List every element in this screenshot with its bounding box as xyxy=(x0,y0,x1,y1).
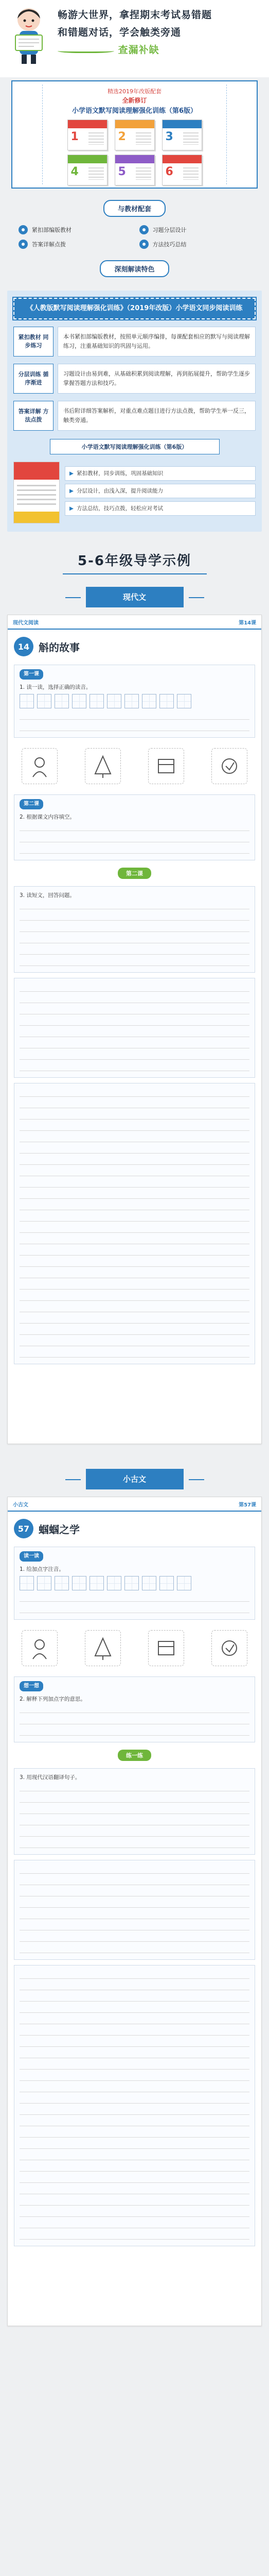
writing-box xyxy=(37,1576,51,1590)
illustration-row xyxy=(8,743,261,789)
answer-line xyxy=(20,1604,249,1613)
answer-line xyxy=(20,2015,249,2024)
step-tag-1: 读一读 xyxy=(20,1551,43,1562)
answer-line xyxy=(20,1865,249,1874)
books-title: 小学语文默写阅读理解强化训练（第6版） xyxy=(71,107,198,115)
sample-head-left: 小古文 xyxy=(13,1502,28,1508)
answer-line xyxy=(20,1592,249,1602)
answer-line xyxy=(20,1348,249,1358)
answer-line xyxy=(20,934,249,943)
step-block-3 xyxy=(14,1768,255,1855)
tagline-highlight: 查漏补缺 xyxy=(118,44,159,56)
answer-line xyxy=(20,1016,249,1026)
illustration-image xyxy=(22,748,58,784)
book-band xyxy=(163,120,202,128)
answer-line xyxy=(20,1970,249,1979)
step-tag-2: 想一想 xyxy=(20,1681,43,1691)
book-cover xyxy=(162,155,202,185)
answer-line xyxy=(20,1805,249,1814)
tagline-line-2-text: 和错题对话，学会触类旁通 xyxy=(58,27,182,38)
book-band xyxy=(68,155,107,163)
answer-line xyxy=(20,1190,249,1199)
writing-box xyxy=(20,1576,34,1590)
divider xyxy=(8,1750,261,1761)
book-title-lines xyxy=(136,167,151,180)
book-benefit-list xyxy=(65,466,256,519)
feature-item xyxy=(139,225,251,234)
section-category-heading: 现代文 xyxy=(86,587,184,607)
answer-line xyxy=(20,1933,249,1942)
writing-box xyxy=(107,694,121,708)
sample-section xyxy=(0,587,269,1456)
feature-item xyxy=(139,240,251,249)
tagline-line-3 xyxy=(58,41,262,59)
step-block-4 xyxy=(14,1860,255,1960)
writing-box xyxy=(72,1576,86,1590)
writing-box xyxy=(37,694,51,708)
answer-line xyxy=(20,2060,249,2070)
sample-page-header xyxy=(8,1497,261,1512)
lesson-number: 14 xyxy=(14,637,33,656)
book-title-lines xyxy=(183,167,199,180)
answer-line xyxy=(20,1887,249,1896)
step-block-4 xyxy=(14,978,255,1078)
writing-grid xyxy=(20,1576,249,1590)
answer-line xyxy=(20,2117,249,2126)
books-inner xyxy=(42,84,227,184)
answer-line xyxy=(20,1326,249,1335)
sample-page xyxy=(7,1497,262,2326)
answer-line xyxy=(20,1144,249,1154)
illustration-image xyxy=(148,748,184,784)
book-title-lines xyxy=(88,167,104,180)
illustration-image xyxy=(211,748,247,784)
answer-line xyxy=(20,1110,249,1120)
explain-rows xyxy=(13,327,256,431)
feature-item xyxy=(19,240,130,249)
answer-line xyxy=(20,1156,249,1165)
illustration-row xyxy=(8,1625,261,1671)
answer-line xyxy=(20,1992,249,2002)
sample-section xyxy=(0,1469,269,2338)
answer-line xyxy=(20,833,249,842)
answer-line xyxy=(20,2004,249,2013)
book-cover xyxy=(115,120,155,150)
explain-row-label: 分层训练 循序渐进 xyxy=(13,364,53,394)
answer-line xyxy=(20,994,249,1003)
answer-line xyxy=(20,1782,249,1791)
feature-label: 答案详解点拨 xyxy=(32,241,66,248)
answer-line xyxy=(20,2196,249,2206)
answer-line xyxy=(20,957,249,966)
question-1-text: 1. 给加点字注音。 xyxy=(20,1566,64,1572)
answer-line xyxy=(20,1827,249,1837)
answer-line xyxy=(20,2049,249,2058)
sample-head-right: 第57课 xyxy=(239,1502,256,1508)
lesson-name: 蝈蝈之学 xyxy=(39,1523,80,1536)
answer-line xyxy=(20,1246,249,1256)
answer-line xyxy=(20,1005,249,1014)
divider-label: 第二课 xyxy=(118,868,151,879)
answer-line xyxy=(20,1303,249,1312)
books-showcase xyxy=(11,80,258,189)
illustration-image xyxy=(22,1630,58,1666)
illustration-image xyxy=(85,1630,121,1666)
answer-line xyxy=(20,2230,249,2240)
section-spacer xyxy=(0,1444,269,1456)
writing-box xyxy=(55,694,69,708)
writing-box xyxy=(124,1576,139,1590)
answer-line xyxy=(20,1258,249,1267)
bullet-icon xyxy=(139,240,149,249)
mascot-illustration xyxy=(8,4,49,66)
answer-line xyxy=(20,2094,249,2104)
explain-row xyxy=(13,327,256,357)
answer-line xyxy=(20,2072,249,2081)
answer-line xyxy=(20,722,249,731)
answer-line xyxy=(20,1269,249,1278)
answer-line xyxy=(20,1099,249,1108)
book-grade-number: 3 xyxy=(165,130,173,143)
tagline-line-2 xyxy=(58,24,262,41)
benefit-text: 方法总结，技巧点拨，轻松应对考试 xyxy=(77,505,164,512)
answer-line xyxy=(20,945,249,955)
answer-line xyxy=(20,2162,249,2172)
answer-line xyxy=(20,1816,249,1825)
answer-line xyxy=(20,1944,249,1953)
header-banner xyxy=(0,0,269,77)
features-heading-wrap xyxy=(0,200,269,217)
lesson-number: 57 xyxy=(14,1519,33,1538)
answer-line xyxy=(20,1314,249,1324)
arrow-right-icon: ▶ xyxy=(69,505,74,512)
question-3-text: 3. 读短文，回答问题。 xyxy=(20,892,75,899)
answer-line xyxy=(20,923,249,932)
wave-decoration xyxy=(58,48,114,53)
answer-line xyxy=(20,1704,249,1713)
sample-page-header xyxy=(8,615,261,630)
question-1 xyxy=(20,683,249,692)
step-block-3 xyxy=(14,886,255,973)
answer-line xyxy=(20,2140,249,2149)
cover-title-lines xyxy=(17,485,56,505)
question-3-text: 3. 用现代汉语翻译句子。 xyxy=(20,1774,81,1781)
big-title-underline xyxy=(63,573,207,574)
illustration-image xyxy=(211,1630,247,1666)
features-list xyxy=(19,225,250,249)
sample-head-right: 第14课 xyxy=(239,620,256,626)
bullet-icon xyxy=(19,225,28,234)
book-grade-number: 1 xyxy=(70,130,79,143)
answer-line xyxy=(20,1178,249,1188)
answer-line xyxy=(20,2083,249,2092)
answer-line xyxy=(20,2026,249,2036)
answer-line xyxy=(20,1292,249,1301)
answer-line xyxy=(20,1337,249,1346)
writing-grid xyxy=(20,694,249,708)
lesson-title xyxy=(8,1512,261,1541)
bullet-icon xyxy=(139,225,149,234)
writing-box xyxy=(107,1576,121,1590)
answer-line xyxy=(20,2208,249,2217)
lesson-name: 斛的故事 xyxy=(39,641,80,654)
answer-line xyxy=(20,1280,249,1290)
feature-label: 紧扣部编版教材 xyxy=(32,227,71,233)
books-kicker: 精选2019年改版配套 xyxy=(107,88,162,95)
answer-line xyxy=(20,1224,249,1233)
answer-line xyxy=(20,2185,249,2194)
writing-box xyxy=(72,694,86,708)
step-block-2 xyxy=(14,794,255,860)
book-grade-number: 2 xyxy=(118,130,126,143)
answer-line xyxy=(20,911,249,921)
writing-box xyxy=(142,1576,156,1590)
question-2 xyxy=(20,812,249,822)
answer-line xyxy=(20,2038,249,2047)
question-2 xyxy=(20,1694,249,1704)
answer-line xyxy=(20,982,249,992)
answer-line xyxy=(20,1235,249,1244)
book-band xyxy=(115,120,154,128)
explain-row-label: 答案详解 方法点拨 xyxy=(13,401,53,431)
step-block-5 xyxy=(14,1083,255,1364)
book-title-lines xyxy=(88,132,104,145)
illustration-image xyxy=(148,1630,184,1666)
lesson-title xyxy=(8,630,261,659)
answer-line xyxy=(20,822,249,831)
answer-line xyxy=(20,2151,249,2160)
book-band xyxy=(68,120,107,128)
books-series: 全新修订 xyxy=(122,97,147,104)
explain-heading-wrap xyxy=(0,260,269,277)
answer-line xyxy=(20,1981,249,1990)
explain-row-text: 书后附详细答案解析，对重点难点题目进行方法点拨，帮助学生举一反三，触类旁通。 xyxy=(58,401,256,431)
answer-line xyxy=(20,1839,249,1848)
writing-box xyxy=(159,694,174,708)
question-1 xyxy=(20,1565,249,1574)
answer-line xyxy=(20,1088,249,1097)
answer-line xyxy=(20,1899,249,1908)
answer-line xyxy=(20,1062,249,1071)
writing-box xyxy=(124,694,139,708)
answer-line xyxy=(20,2174,249,2183)
explain-row-text: 习题设计由易到难，从基础积累到阅读理解，再到拓展提升，帮助学生逐步掌握答题方法和技巧。 xyxy=(58,364,256,394)
answer-line xyxy=(20,1039,249,1048)
feature-label: 习题分层设计 xyxy=(152,227,187,233)
answer-line xyxy=(20,2128,249,2138)
book-cover xyxy=(67,120,107,150)
explain-row xyxy=(13,401,256,431)
explain-panel xyxy=(7,291,262,532)
book-band xyxy=(115,155,154,163)
sample-page-filler xyxy=(8,1965,261,2326)
writing-box xyxy=(159,1576,174,1590)
book-cover xyxy=(115,155,155,185)
step-block-2 xyxy=(14,1676,255,1742)
book-grade-number: 5 xyxy=(118,165,126,178)
answer-line xyxy=(20,1167,249,1176)
explain-row xyxy=(13,364,256,394)
book-grade-number: 4 xyxy=(70,165,79,178)
answer-line xyxy=(20,1133,249,1142)
book-cover-grid xyxy=(43,120,226,185)
feature-item xyxy=(19,225,130,234)
question-2-text: 2. 根据课文内容填空。 xyxy=(20,814,75,820)
book-title-lines xyxy=(136,132,151,145)
answer-line xyxy=(20,1122,249,1131)
benefit-text: 紧扣教材，同步训练，巩固基础知识 xyxy=(77,470,164,477)
book-cover xyxy=(162,120,202,150)
book-cover xyxy=(67,155,107,185)
book-band xyxy=(163,155,202,163)
cover-stripe-bottom xyxy=(14,512,59,523)
step-block-1 xyxy=(14,665,255,738)
step-tag-2: 第二课 xyxy=(20,799,43,809)
features-heading: 与教材配套 xyxy=(103,200,166,217)
big-title: 5-6年级导学示例 xyxy=(78,553,191,569)
writing-box xyxy=(55,1576,69,1590)
section-category-heading: 小古文 xyxy=(86,1469,184,1489)
book-cover-image xyxy=(13,462,60,523)
step-block-1 xyxy=(14,1547,255,1620)
question-1-text: 1. 读一读，选择正确的读音。 xyxy=(20,684,92,690)
book-grade-number: 6 xyxy=(165,165,173,178)
answer-line xyxy=(20,1910,249,1919)
feature-label: 方法技巧总结 xyxy=(152,241,187,248)
book-title-lines xyxy=(183,132,199,145)
sample-page-filler xyxy=(8,1083,261,1444)
writing-box xyxy=(89,694,104,708)
answer-line xyxy=(20,1201,249,1210)
cover-stripe-top xyxy=(14,462,59,480)
illustration-image xyxy=(85,748,121,784)
arrow-right-icon: ▶ xyxy=(69,470,74,477)
answer-line xyxy=(20,1921,249,1930)
answer-line xyxy=(20,1028,249,1037)
sample-head-left: 现代文阅读 xyxy=(13,620,39,626)
benefit-item xyxy=(65,501,256,516)
tagline-line-1: 畅游大世界，拿捏期末考试易错题 xyxy=(58,9,212,21)
writing-box xyxy=(177,694,191,708)
benefit-item xyxy=(65,466,256,481)
answer-line xyxy=(20,1726,249,1736)
bullet-icon xyxy=(19,240,28,249)
book-arrow-block xyxy=(13,462,256,523)
mini-banner: 小学语文默写阅读理解强化训练（第6版） xyxy=(50,439,220,454)
answer-line xyxy=(20,2219,249,2228)
step-block-5 xyxy=(14,1965,255,2246)
answer-line xyxy=(20,1050,249,1060)
benefit-item xyxy=(65,484,256,498)
answer-line xyxy=(20,1715,249,1724)
divider xyxy=(8,868,261,879)
divider-label: 练一练 xyxy=(118,1750,151,1761)
section-spacer xyxy=(0,2326,269,2338)
explain-heading: 深刻解读特色 xyxy=(100,260,169,277)
question-3 xyxy=(20,891,249,900)
writing-box xyxy=(142,694,156,708)
explain-banner: 《人教版默写阅读理解强化训练》（2019年改版）小学语文同步阅读训练 xyxy=(13,298,256,319)
answer-line xyxy=(20,844,249,854)
answer-line xyxy=(20,1793,249,1803)
answer-line xyxy=(20,1876,249,1885)
sample-sections xyxy=(0,587,269,2338)
writing-box xyxy=(20,694,34,708)
answer-line xyxy=(20,2106,249,2115)
question-2-text: 2. 解释下列加点字的意思。 xyxy=(20,1696,86,1702)
answer-line xyxy=(20,1212,249,1222)
explain-row-label: 紧扣教材 同步练习 xyxy=(13,327,53,357)
benefit-text: 分层设计，由浅入深，提升阅读能力 xyxy=(77,488,164,494)
answer-line xyxy=(20,710,249,720)
sample-page xyxy=(7,615,262,1444)
explain-row-text: 本书紧扣部编版教材，按照单元顺序编排，每课配套相应的默写与阅读理解练习，注重基础知识的巩固与运用。 xyxy=(58,327,256,357)
arrow-right-icon: ▶ xyxy=(69,488,74,494)
step-tag-1: 第一课 xyxy=(20,669,43,680)
writing-box xyxy=(177,1576,191,1590)
question-3 xyxy=(20,1773,249,1782)
answer-line xyxy=(20,900,249,909)
writing-box xyxy=(89,1576,104,1590)
books-title-block xyxy=(43,84,226,116)
